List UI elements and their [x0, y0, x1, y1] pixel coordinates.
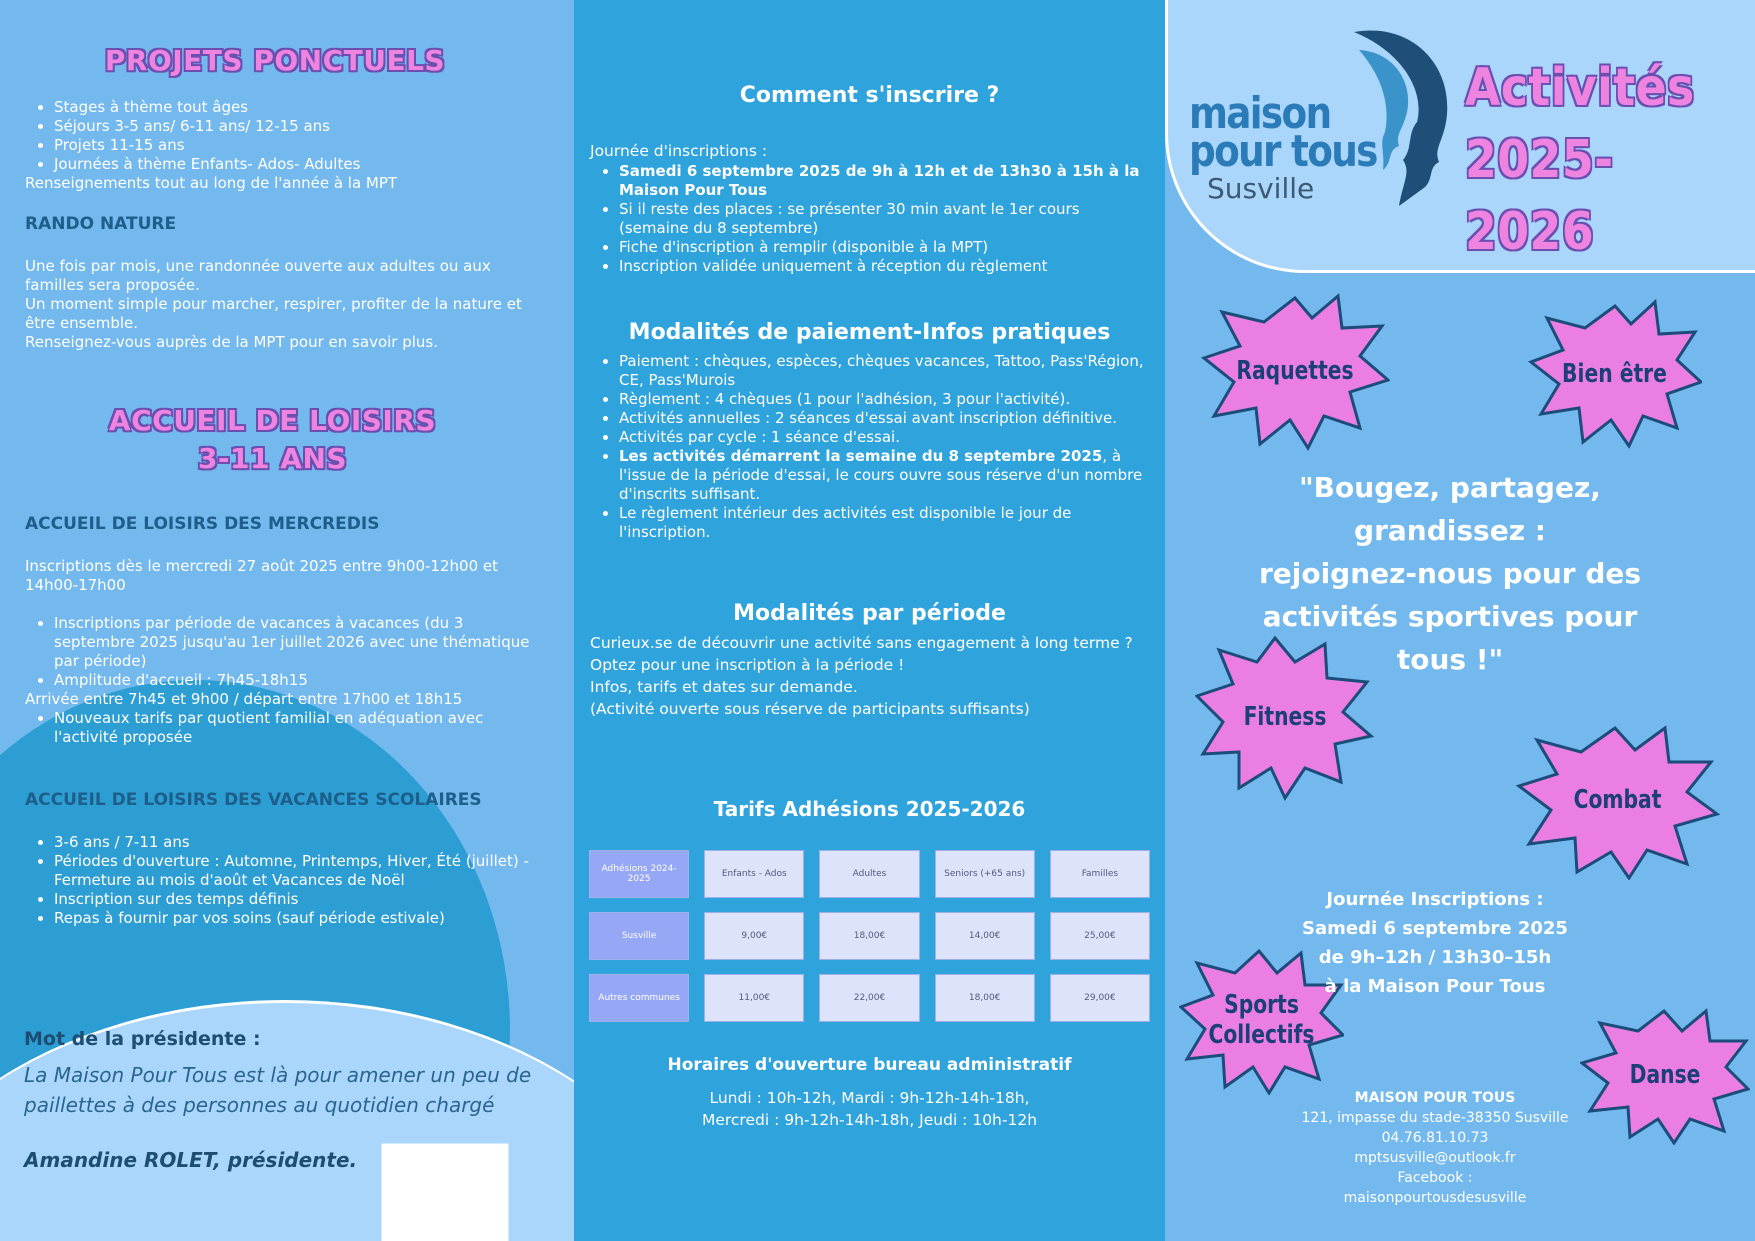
burst-bien-etre: [1527, 296, 1702, 451]
list-item: • Séjours 3-5 ans/ 6-11 ans/ 12-15 ans: [54, 117, 545, 136]
burst-danse: [1580, 1005, 1750, 1145]
table-row: [589, 850, 1150, 898]
right-panel: [1165, 0, 1755, 1241]
slogan: [1255, 466, 1645, 681]
rando-p2: Un moment simple pour marcher, respirer, profiter de la nature et être ensemble.: [25, 295, 522, 332]
inscrire-bold-item: • Samedi 6 septembre 2025 de 9h à 12h et de 13h30 à 15h à la Maison Pour Tous: [619, 162, 1150, 200]
logo-word-maison: maison: [1189, 88, 1331, 139]
accueil-title: [0, 402, 545, 478]
accueil-title-line1: ACCUEIL DE LOISIRS: [108, 404, 437, 437]
periode-title: Modalités par période: [733, 601, 1006, 626]
projets-note: Renseignements tout au long de l'année à la MPT: [25, 174, 398, 192]
paiement-block: [590, 352, 1152, 542]
burst-label-sports-line1: Sports: [1224, 990, 1299, 1020]
mercredis-list: [25, 614, 545, 690]
burst-raquettes: [1200, 288, 1390, 453]
table-cell: 18,00€: [819, 912, 919, 960]
list-item: • Inscription sur des temps définis: [54, 890, 545, 909]
tarifs-table: [574, 836, 1165, 1036]
horaires-title: Horaires d'ouverture bureau administratif: [667, 1055, 1072, 1075]
horaires-l1: Lundi : 10h-12h, Mardi : 9h-12h-14h-18h,: [709, 1089, 1030, 1107]
table-cell: 14,00€: [935, 912, 1035, 960]
slogan-line: "Bougez, partagez,: [1299, 471, 1601, 504]
list-item: • 3-6 ans / 7-11 ans: [54, 833, 545, 852]
mercredis-arrivee: Arrivée entre 7h45 et 9h00 / départ entre 17h00 et 18h15: [25, 690, 463, 708]
inscrire-intro: Journée d'inscriptions :: [590, 142, 768, 160]
contact: [1280, 1088, 1590, 1208]
table-cell: Adultes: [819, 850, 919, 898]
table-cell: Familles: [1050, 850, 1150, 898]
projets-block: [25, 98, 545, 193]
list-item: • Stages à thème tout âges: [54, 98, 545, 117]
logo: [1189, 22, 1479, 212]
periode-l4: (Activité ouverte sous réserve de participants suffisants): [590, 700, 1030, 718]
main-title-line2: 2025-2026: [1465, 130, 1614, 262]
burst-combat: [1515, 720, 1720, 880]
list-item: • Règlement : 4 chèques (1 pour l'adhésion, 3 pour l'activité).: [619, 390, 1152, 409]
contact-email[interactable]: mptsusville@outlook.fr: [1354, 1150, 1516, 1166]
table-cell: Autres communes: [589, 974, 689, 1022]
vacances-title: ACCUEIL DE LOISIRS DES VACANCES SCOLAIRES: [25, 790, 482, 810]
list-item: • Inscription validée uniquement à réception du règlement: [619, 257, 1150, 276]
contact-facebook-label: Facebook :: [1397, 1170, 1473, 1186]
rando-p1: Une fois par mois, une randonnée ouverte aux adultes ou aux familles sera proposée.: [25, 257, 491, 294]
list-item: • Journées à thème Enfants- Ados- Adultes: [54, 155, 545, 174]
horaires-l2: Mercredi : 9h-12h-14h-18h, Jeudi : 10h-12h: [701, 1111, 1038, 1129]
journee-line: à la Maison Pour Tous: [1324, 976, 1546, 997]
mercredis-block: [25, 557, 545, 747]
tarifs-title: Tarifs Adhésions 2025-2026: [713, 797, 1026, 821]
table-cell: 18,00€: [935, 974, 1035, 1022]
logo-word-pourtous: pour tous: [1189, 126, 1377, 177]
table-cell: 11,00€: [704, 974, 804, 1022]
journee-line: Journée Inscriptions :: [1326, 889, 1544, 910]
periode-l1: Curieux.se de découvrir une activité sans engagement à long terme ?: [590, 634, 1133, 652]
left-panel: [0, 0, 574, 1241]
burst-label-raquettes: Raquettes: [1236, 355, 1354, 386]
paiement-title: Modalités de paiement-Infos pratiques: [628, 320, 1111, 345]
rando-block: [25, 257, 545, 352]
contact-phone: 04.76.81.10.73: [1381, 1130, 1489, 1146]
list-item: • Nouveaux tarifs par quotient familial en adéquation avec l'activité proposée: [54, 709, 545, 747]
vacances-list: [25, 833, 545, 928]
projets-title: PROJETS PONCTUELS: [104, 44, 446, 77]
table-row: [589, 974, 1150, 1022]
paiement-demarrage: [619, 447, 1152, 504]
mot-presidente: [24, 1028, 564, 1172]
table-cell: Seniors (+65 ans): [935, 850, 1035, 898]
burst-label-combat: Combat: [1573, 785, 1662, 815]
mercredis-intro: Inscriptions dès le mercredi 27 août 2025 entre 9h00-12h00 et 14h00-17h00: [25, 557, 498, 594]
table-cell: Adhésions 2024-2025: [589, 850, 689, 898]
list-item: • Périodes d'ouverture : Automne, Printemps, Hiver, Été (juillet) - Fermeture au mois d'août et Vacances de Noël: [54, 852, 545, 890]
main-title: [1465, 52, 1694, 268]
table-cell: 29,00€: [1050, 974, 1150, 1022]
journee-inscriptions: [1265, 885, 1605, 1001]
periode-block: [590, 632, 1150, 720]
paiement-list: [590, 352, 1152, 447]
mot-line2: paillettes à des personnes au quotidien chargé: [24, 1093, 495, 1117]
inscrire-title: Comment s'inscrire ?: [739, 83, 1000, 108]
list-item: • Paiement : chèques, espèces, chèques vacances, Tattoo, Pass'Région, CE, Pass'Murois: [619, 352, 1152, 390]
burst-label-bien-etre: Bien être: [1562, 358, 1667, 389]
slogan-line: activités sportives pour: [1262, 600, 1638, 633]
periode-l3: Infos, tarifs et dates sur demande.: [590, 678, 858, 696]
contact-address: 121, impasse du stade-38350 Susville: [1301, 1110, 1569, 1126]
middle-panel: [574, 0, 1165, 1241]
rando-p3: Renseignez-vous auprès de la MPT pour en savoir plus.: [25, 333, 438, 351]
table-cell: Susville: [589, 912, 689, 960]
vacances-block: [25, 833, 545, 928]
list-item: • Activités par cycle : 1 séance d'essai.: [619, 428, 1152, 447]
mot-title: Mot de la présidente :: [24, 1028, 261, 1050]
journee-line: de 9h–12h / 13h30–15h: [1318, 947, 1552, 968]
periode-l2: Optez pour une inscription à la période !: [590, 656, 905, 674]
main-title-line1: Activités: [1465, 58, 1695, 118]
table-cell: 22,00€: [819, 974, 919, 1022]
mercredis-list-2: [25, 709, 545, 747]
slogan-line: rejoignez-nous pour des: [1258, 557, 1642, 590]
burst-label-danse: Danse: [1629, 1060, 1701, 1090]
mercredis-title: ACCUEIL DE LOISIRS DES MERCREDIS: [25, 514, 380, 534]
paiement-bold-rest: , à l'issue de la période d'essai, le cours ouvre sous réserve d'un nombre d'inscrits suffisant.: [619, 447, 1143, 503]
slogan-line: tous !": [1396, 643, 1504, 676]
journee-line: Samedi 6 septembre 2025: [1302, 918, 1568, 939]
list-item: • Projets 11-15 ans: [54, 136, 545, 155]
logo-word-susville: Susville: [1207, 172, 1315, 205]
horaires-block: [574, 1087, 1165, 1131]
table-cell: Enfants - Ados: [704, 850, 804, 898]
paiement-last: • Le règlement intérieur des activités est disponible le jour de l'inscription.: [619, 504, 1152, 542]
table-cell: 9,00€: [704, 912, 804, 960]
table-cell: 25,00€: [1050, 912, 1150, 960]
paiement-list-2: [590, 447, 1152, 542]
list-item: • Repas à fournir par vos soins (sauf période estivale): [54, 909, 545, 928]
table-row: [589, 912, 1150, 960]
list-item: • Fiche d'inscription à remplir (disponible à la MPT): [619, 238, 1150, 257]
projets-list: [25, 98, 545, 174]
list-item: • Inscriptions par période de vacances à vacances (du 3 septembre 2025 jusqu'au 1er juillet 2026 avec une thématique par période): [54, 614, 545, 671]
accueil-title-line2: 3-11 ANS: [197, 442, 348, 475]
rando-title: RANDO NATURE: [25, 214, 177, 234]
inscrire-block: [590, 140, 1150, 276]
slogan-line: grandissez :: [1354, 514, 1546, 547]
burst-label-sports-line2: Collectifs: [1208, 1020, 1315, 1050]
paiement-bold: Les activités démarrent la semaine du 8 septembre 2025: [619, 447, 1103, 465]
list-item: • Si il reste des places : se présenter 30 min avant le 1er cours (semaine du 8 septembre): [619, 200, 1150, 238]
contact-facebook[interactable]: maisonpourtousdesusville: [1343, 1190, 1527, 1206]
mot-signature: Amandine ROLET, présidente.: [24, 1148, 358, 1172]
burst-label-fitness: Fitness: [1243, 702, 1327, 732]
inscrire-list: [590, 162, 1150, 276]
list-item: • Activités annuelles : 2 séances d'essai avant inscription définitive.: [619, 409, 1152, 428]
mot-line1: La Maison Pour Tous est là pour amener un peu de: [24, 1063, 532, 1087]
list-item: • Amplitude d'accueil : 7h45-18h15: [54, 671, 545, 690]
contact-name: MAISON POUR TOUS: [1354, 1090, 1516, 1106]
